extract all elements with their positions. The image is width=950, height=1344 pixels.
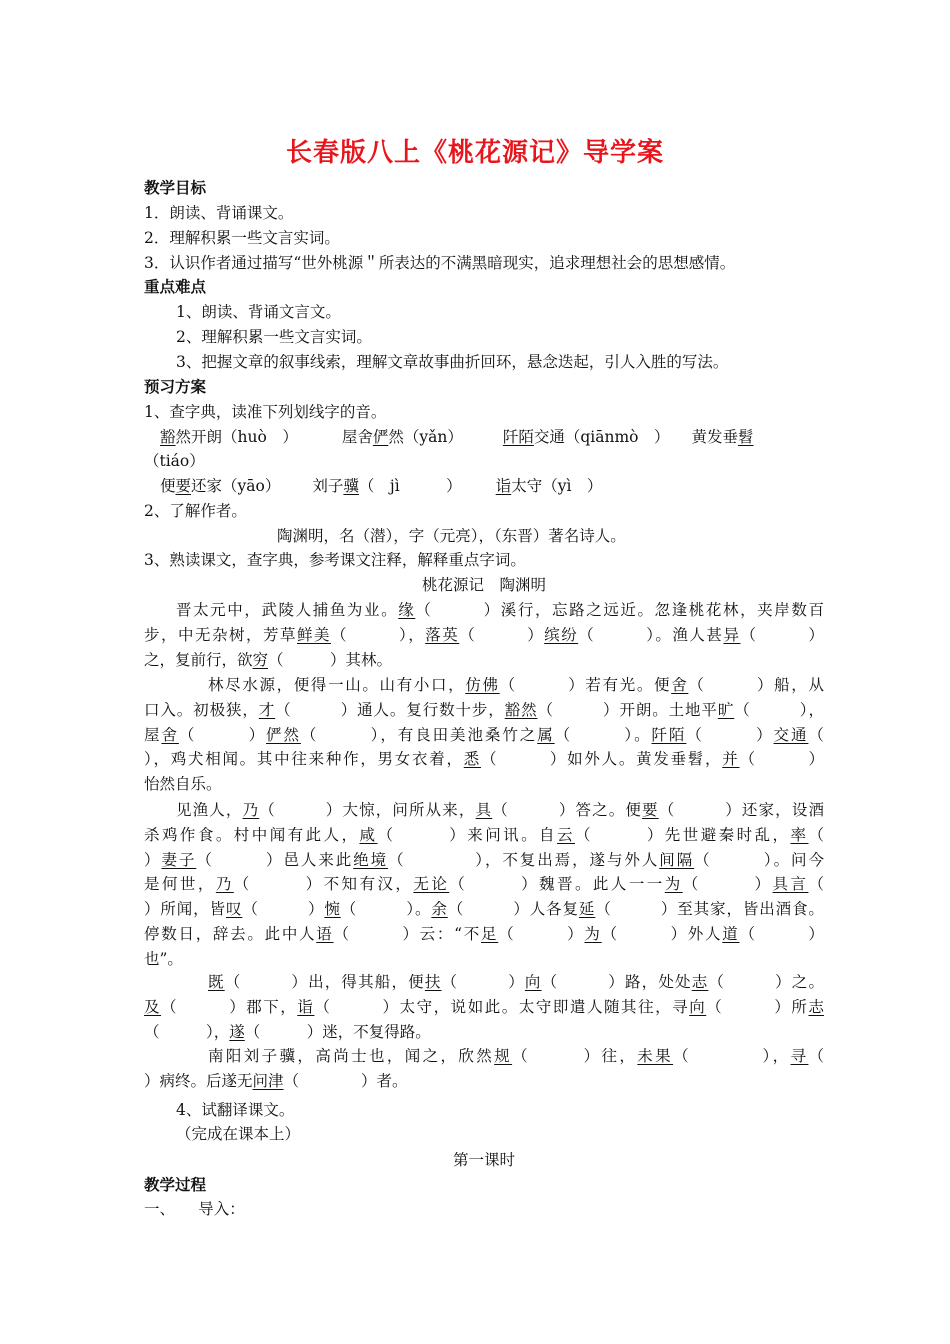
passage-segment: 既 — [208, 973, 225, 991]
passage-segment: 规 — [494, 1047, 513, 1065]
passage-segment: （ ）至其家，皆出酒食。 — [595, 900, 824, 919]
passage-segment: 舍 — [671, 676, 689, 694]
p4-line — [208, 972, 824, 992]
passage-segment: 见渔人， — [176, 801, 243, 819]
preview-item-4-note: （完成在课本上） — [176, 1125, 301, 1143]
passage-segment: 具言 — [772, 875, 809, 894]
passage-segment: （ ） — [498, 925, 585, 943]
passage-segment: （ ）。 — [340, 900, 432, 919]
passage-segment: （ ）溪行，忘路之远近。忽逢桃花林，夹岸数百 — [415, 601, 824, 619]
p3-line — [144, 825, 824, 845]
passage-segment: 才 — [258, 700, 276, 719]
passage-segment: （ ）魏晋。此人一一 — [449, 875, 665, 894]
passage-segment: （ ）者。 — [283, 1071, 408, 1090]
passage-segment: （ ） — [682, 875, 773, 894]
passage-segment: 之，复前行，欲 — [144, 650, 253, 669]
passage-segment: （ ）船，从 — [688, 676, 824, 694]
passage-segment: （ ）， — [734, 700, 824, 719]
passage-segment: 足 — [481, 925, 499, 943]
key-point-1: 1、朗读、背诵文言文。 — [176, 303, 341, 321]
p1-line — [176, 600, 824, 620]
passage-segment: （ ）出，得其船，便 — [224, 973, 425, 991]
passage-segment: 寻 — [790, 1047, 809, 1065]
passage-segment: ）所闻，皆 — [144, 900, 226, 919]
preview-item-4: 4、试翻译课文。 — [176, 1101, 295, 1119]
passage-segment: 步，中无杂树，芳草 — [144, 625, 297, 644]
passage-segment: 缤纷 — [544, 625, 579, 644]
passage-segment: （ ）， — [330, 625, 426, 644]
passage-segment: 无论 — [413, 875, 450, 894]
passage-segment: （ — [808, 1047, 824, 1065]
passage-segment: 绝境 — [353, 850, 389, 869]
passage-segment: 悉 — [463, 750, 481, 769]
p1-line — [144, 625, 824, 645]
key-points-heading: 重点难点 — [144, 278, 207, 296]
passage-segment: （ ）不知有汉， — [233, 875, 414, 894]
passage-segment: 旷 — [717, 700, 735, 719]
passage-segment: （ ）如外人。黄发垂髫， — [480, 750, 723, 769]
passage-segment: 停数日，辞去。此中人 — [144, 925, 317, 943]
passage-segment: 穷 — [252, 650, 269, 669]
goal-item-3: 3．认识作者通过描写“世外桃源＂所表达的不满黑暗现实，追求理想社会的思想感情。 — [144, 254, 736, 272]
underlined-char: 骥 — [343, 477, 359, 495]
preview-item-2: 2、了解作者。 — [144, 502, 247, 520]
p4-line — [144, 1022, 824, 1042]
process-heading: 教学过程 — [144, 1176, 207, 1194]
underlined-char: 豁 — [160, 428, 176, 446]
p3-line — [144, 899, 824, 919]
passage-segment: 遂 — [229, 1022, 245, 1041]
underlined-char: 阡陌 — [502, 428, 534, 446]
underlined-char: 髫 — [738, 428, 754, 446]
passage-segment: 未果 — [637, 1047, 674, 1065]
passage-segment: （ ）开朗。土地平 — [537, 700, 718, 719]
passage-segment: （ ）还家，设酒 — [658, 801, 824, 819]
underlined-char: 诣 — [495, 477, 512, 495]
passage-segment: （ ），不复出焉，遂与外人 — [388, 850, 660, 869]
passage-segment: 志 — [808, 997, 824, 1016]
preview-heading: 预习方案 — [144, 378, 207, 396]
passage-segment: 是何世， — [144, 875, 216, 894]
pronunciation-row-1: 豁然开朗（huò ） 屋舍俨然（yǎn） 阡陌交通（qiānmò ） 黄发垂髫 — [160, 428, 754, 446]
passage-segment: 鲜美 — [296, 625, 331, 644]
passage-segment: 并 — [722, 750, 740, 769]
passage-segment: （ — [808, 825, 824, 844]
passage-segment: 仿佛 — [465, 676, 500, 694]
passage-segment: 杀鸡作食。村中闻有此人， — [144, 825, 360, 844]
author-info: 陶渊明，名（潜），字（元亮），（东晋）著名诗人。 — [277, 527, 626, 545]
passage-segment: （ ）。渔人甚 — [578, 625, 724, 644]
p3-line — [144, 874, 824, 894]
passage-segment: （ ） — [178, 725, 267, 744]
passage-segment: （ — [808, 875, 824, 894]
passage-segment: 要 — [642, 801, 659, 819]
passage-segment: （ ）迷，不复得路。 — [244, 1022, 431, 1041]
passage-segment: 交通 — [773, 725, 809, 744]
p3-line — [176, 800, 824, 820]
passage-segment: 为 — [584, 925, 602, 943]
passage-segment: 口入。初极狭， — [144, 700, 259, 719]
passage-segment: （ ）之。 — [708, 973, 824, 991]
p3-line — [144, 949, 824, 969]
passage-segment: （ ） — [739, 925, 824, 943]
passage-segment: 云 — [557, 825, 575, 844]
passage-segment: 叹 — [225, 900, 243, 919]
passage-segment: （ ）人各复 — [447, 900, 579, 919]
pronunciation-row-1-cont: （tiáo） — [144, 452, 205, 470]
passage-segment: （ ）郡下， — [161, 997, 298, 1016]
passage-segment: 志 — [691, 973, 709, 991]
passage-segment: 诣 — [297, 997, 315, 1016]
passage-segment: （ — [808, 725, 824, 744]
passage-segment: 余 — [431, 900, 448, 919]
passage-segment: ） — [144, 750, 154, 769]
passage-segment: 属 — [537, 725, 555, 744]
p2-line — [144, 700, 824, 720]
passage-segment: ） — [144, 850, 162, 869]
passage-segment: （ ） — [686, 725, 774, 744]
process-item-1: 一、 导入： — [144, 1200, 245, 1218]
p4-line — [144, 997, 824, 1017]
passage-segment: （ ）来问讯。自 — [377, 825, 558, 844]
passage-segment: （ ）通人。复行数十步， — [275, 700, 505, 719]
passage-segment: 俨然 — [266, 725, 301, 744]
passage-segment: （ ）外人 — [601, 925, 723, 943]
passage-segment: 问津 — [252, 1071, 284, 1090]
pronunciation-row-2: 便要还家（yāo） 刘子骥（ jì ） 诣太守（yì ） — [160, 477, 603, 495]
passage-segment: 落英 — [425, 625, 460, 644]
passage-segment: （ ）路，处处 — [541, 973, 692, 991]
underlined-char: 要 — [175, 477, 192, 495]
passage-segment: 南阳刘子骥，高尚士也，闻之，欣然 — [208, 1047, 495, 1065]
passage-segment: 缘 — [398, 601, 416, 619]
underlined-char: 俨 — [372, 428, 389, 446]
p2-line — [144, 774, 824, 794]
passage-segment: 咸 — [359, 825, 378, 844]
passage-segment: 乃 — [242, 801, 260, 819]
text-title: 桃花源记 陶渊明 — [421, 576, 546, 594]
passage-segment: 晋太元中，武陵人捕鱼为业。 — [176, 601, 399, 619]
passage-segment: 也”。 — [144, 949, 183, 968]
passage-segment: 妻子 — [161, 850, 197, 869]
passage-segment: （ ）答之。便 — [492, 801, 643, 819]
goal-item-1: 1．朗读、背诵课文。 — [144, 204, 294, 222]
passage-segment: （ ）云：“不 — [333, 925, 482, 943]
key-point-3: 3、把握文章的叙事线索，理解文章故事曲折回环，悬念迭起，引人入胜的写法。 — [176, 353, 729, 371]
passage-segment: （ ）。问今 — [694, 850, 824, 869]
passage-segment: （ ），有良田美池桑竹之 — [300, 725, 538, 744]
passage-segment: （ ）其林。 — [268, 650, 393, 669]
passage-segment: （ ）先世避秦时乱， — [575, 825, 791, 844]
preview-item-1: 1、查字典，读准下列划线字的音。 — [144, 403, 387, 421]
passage-segment: （ ）大惊，问所从来， — [259, 801, 476, 819]
passage-segment: （ ）。 — [554, 725, 652, 744]
passage-segment: 及 — [144, 997, 162, 1016]
passage-segment: ，鸡犬相闻。其中往来种作，男女衣着， — [153, 750, 464, 769]
passage-segment: （ ）， — [673, 1047, 791, 1065]
passage-segment: （ ） — [740, 625, 824, 644]
passage-segment: 异 — [723, 625, 741, 644]
passage-segment: （ ） — [459, 625, 545, 644]
key-point-2: 2、理解积累一些文言实词。 — [176, 328, 372, 346]
passage-segment: （ ）邑人来此 — [196, 850, 354, 869]
passage-segment: 阡陌 — [651, 725, 687, 744]
passage-segment: （ ）所 — [706, 997, 809, 1016]
p3-line — [144, 924, 824, 944]
passage-segment: 间隔 — [659, 850, 695, 869]
goal-item-2: 2．理解积累一些文言实词。 — [144, 229, 340, 247]
passage-segment: 乃 — [215, 875, 234, 894]
p2-line — [208, 675, 824, 695]
passage-segment: （ ）往， — [512, 1047, 638, 1065]
passage-segment: 向 — [689, 997, 707, 1016]
passage-segment: （ ） — [441, 973, 525, 991]
passage-segment: 林尽水源，便得一山。山有小口， — [208, 676, 466, 694]
p5-line — [208, 1046, 824, 1066]
goals-heading: 教学目标 — [144, 179, 207, 197]
passage-segment: 延 — [578, 900, 596, 919]
p3-line — [144, 850, 824, 870]
passage-segment: 语 — [316, 925, 334, 943]
p5-line — [144, 1071, 824, 1091]
p2-line — [144, 725, 824, 745]
passage-segment: （ ）太守，说如此。太守即遣人随其往，寻 — [314, 997, 690, 1016]
passage-segment: （ ） — [739, 750, 824, 769]
passage-segment: （ ）， — [144, 1022, 230, 1041]
passage-segment: 舍 — [161, 725, 179, 744]
p2-line — [144, 749, 824, 769]
passage-segment: （ ）若有光。便 — [499, 676, 672, 694]
passage-segment: 惋 — [324, 900, 341, 919]
passage-segment: 屋 — [144, 725, 162, 744]
p1-line — [144, 650, 824, 670]
passage-segment: 扶 — [424, 973, 442, 991]
preview-item-3: 3、熟读课文，查字典，参考课文注释，解释重点字词。 — [144, 551, 526, 569]
lesson-title: 第一课时 — [452, 1151, 515, 1169]
passage-segment: ）病终。后遂无 — [144, 1071, 253, 1090]
passage-segment: 豁然 — [504, 700, 538, 719]
passage-segment: 率 — [790, 825, 809, 844]
passage-segment: 具 — [475, 801, 493, 819]
passage-segment: 向 — [524, 973, 542, 991]
passage-segment: 道 — [722, 925, 740, 943]
passage-segment: （ ） — [242, 900, 325, 919]
passage-segment: 怡然自乐。 — [144, 775, 222, 794]
document-title: 长春版八上《桃花源记》导学案 — [285, 138, 664, 168]
passage-segment: 为 — [664, 875, 683, 894]
